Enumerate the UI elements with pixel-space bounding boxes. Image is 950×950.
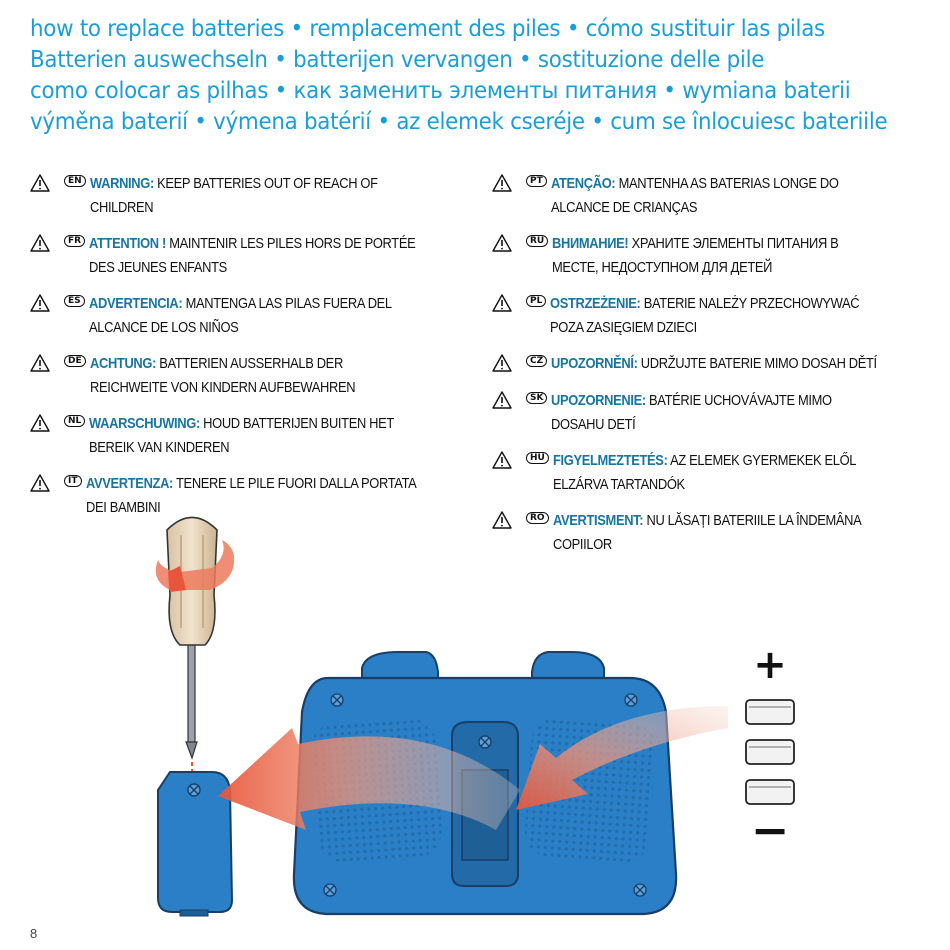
warning-triangle-icon [30,234,52,257]
warning-item [492,389,932,437]
page-number: 8 [30,926,38,941]
warning-body: UDRŽUJTE BATERIE MIMO DOSAH DĚTÍ [640,355,877,372]
language-badge: HU [526,452,549,464]
warning-body: BATÉRIE UCHOVÁVAJTE MIMO DOSAHU DETÍ [551,392,833,433]
warning-triangle-icon [492,294,514,317]
warning-triangle-icon [30,354,52,377]
plus-sign: + [753,642,787,688]
warning-item [30,412,470,460]
warning-body: NU LĂSAȚI BATERIILE LA ÎNDEMÂNA COPIILOR [552,512,861,553]
title-line: Batterien auswechseln • batterijen vervangen • sostituzione delle pile [30,47,765,73]
language-badge: ES [64,295,85,307]
warning-label: ACHTUNG: [89,355,156,372]
warnings-left-column [30,172,470,532]
language-badge: RU [526,235,548,247]
battery-cell-icon [746,700,794,724]
warning-label: AVERTISMENT: [552,512,643,529]
battery-cell-icon [746,780,794,804]
warning-text [551,389,878,437]
warning-item [492,352,932,377]
language-badge: FR [64,235,85,247]
warning-label: AVVERTENZA: [85,475,173,492]
language-badge: PL [526,295,546,307]
language-badge: CZ [526,355,547,367]
warning-text [550,292,878,340]
warning-triangle-icon [492,354,514,377]
warning-triangle-icon [492,174,514,197]
warning-body: AZ ELEMEK GYERMEKEK ELŐL ELZÁRVA TARTANDÓK [552,452,856,493]
warning-text [89,412,416,460]
screwdriver-icon [167,518,217,777]
warning-item [30,292,470,340]
language-badge: NL [64,415,85,427]
warning-body: MANTENHA AS BATERIAS LONGE DO ALCANCE DE CRIANÇAS [550,175,839,216]
warning-triangle-icon [30,294,52,317]
warning-text [551,352,879,376]
warning-label: WAARSCHUWING: [89,415,201,432]
warning-label: UPOZORNENIE: [551,392,647,409]
warning-item [30,172,470,220]
warning-body: MANTENGA LAS PILAS FUERA DEL ALCANCE DE LOS NIÑOS [88,295,391,336]
warning-item [492,292,932,340]
warning-item [30,232,470,280]
warning-text [89,292,417,340]
warning-triangle-icon [492,234,514,257]
language-badge: IT [64,475,82,487]
warning-triangle-icon [30,174,52,197]
battery-replacement-illustration [0,500,950,930]
warning-triangle-icon [492,451,514,474]
language-badge: RO [526,512,549,524]
language-badge: EN [64,175,86,187]
language-badge: SK [526,392,547,404]
warning-body: MAINTENIR LES PILES HORS DE PORTÉE DES JEUNES ENFANTS [89,235,416,276]
warning-label: ATENÇÃO: [550,175,616,192]
minus-sign: − [750,803,790,857]
warning-item [30,352,470,400]
warning-text [90,352,417,400]
warning-body: BATERIE NALEŻY PRZECHOWYWAĆ POZA ZASIĘGIEM DZIECI [550,295,860,336]
warning-label: ADVERTENCIA: [88,295,182,312]
language-badge: PT [526,175,547,187]
title-line: how to replace batteries • remplacement des piles • cómo sustituir las pilas [30,16,825,42]
warning-label: ATTENTION ! [89,235,167,252]
title-line: como colocar as pilhas • как заменить элементы питания • wymiana baterii [30,78,851,104]
title-block [30,14,930,138]
warning-item [492,232,932,280]
warning-triangle-icon [492,391,514,414]
warning-text [89,232,417,280]
battery-cell-icon [746,740,794,764]
warning-text [552,232,879,280]
warning-label: WARNING: [89,175,154,192]
warning-label: FIGYELMEZTETÉS: [552,452,668,469]
warning-body: KEEP BATTERIES OUT OF REACH OF CHILDREN [89,175,378,216]
warning-text [551,172,879,220]
warning-triangle-icon [30,414,52,437]
warning-text [553,449,879,497]
warning-body: TENERE LE PILE FUORI DALLA PORTATA DEI BAMBINI [85,475,416,516]
warning-item [492,449,932,497]
warning-text [90,172,417,220]
warning-label: ВНИМАНИЕ! [552,235,629,252]
title-line: výměna baterií • výmena batérií • az elemek cseréje • cum se înlocuiesc bateriile [30,109,888,135]
warning-body: BATTERIEN AUSSERHALB DER REICHWEITE VON KINDERN AUFBEWAHREN [89,355,355,396]
warning-label: OSTRZEŻENIE: [550,295,641,312]
warning-body: ХРАНИТЕ ЭЛЕМЕНТЫ ПИТАНИЯ В МЕСТЕ, НЕДОСТУПНОМ ДЛЯ ДЕТЕЙ [552,235,839,276]
language-badge: DE [64,355,86,367]
warning-label: UPOZORNĚNÍ: [551,355,638,372]
warning-triangle-icon [30,474,52,497]
warning-item [492,172,932,220]
warning-body: HOUD BATTERIJEN BUITEN HET BEREIK VAN KINDEREN [89,415,394,456]
battery-cells [746,700,794,804]
